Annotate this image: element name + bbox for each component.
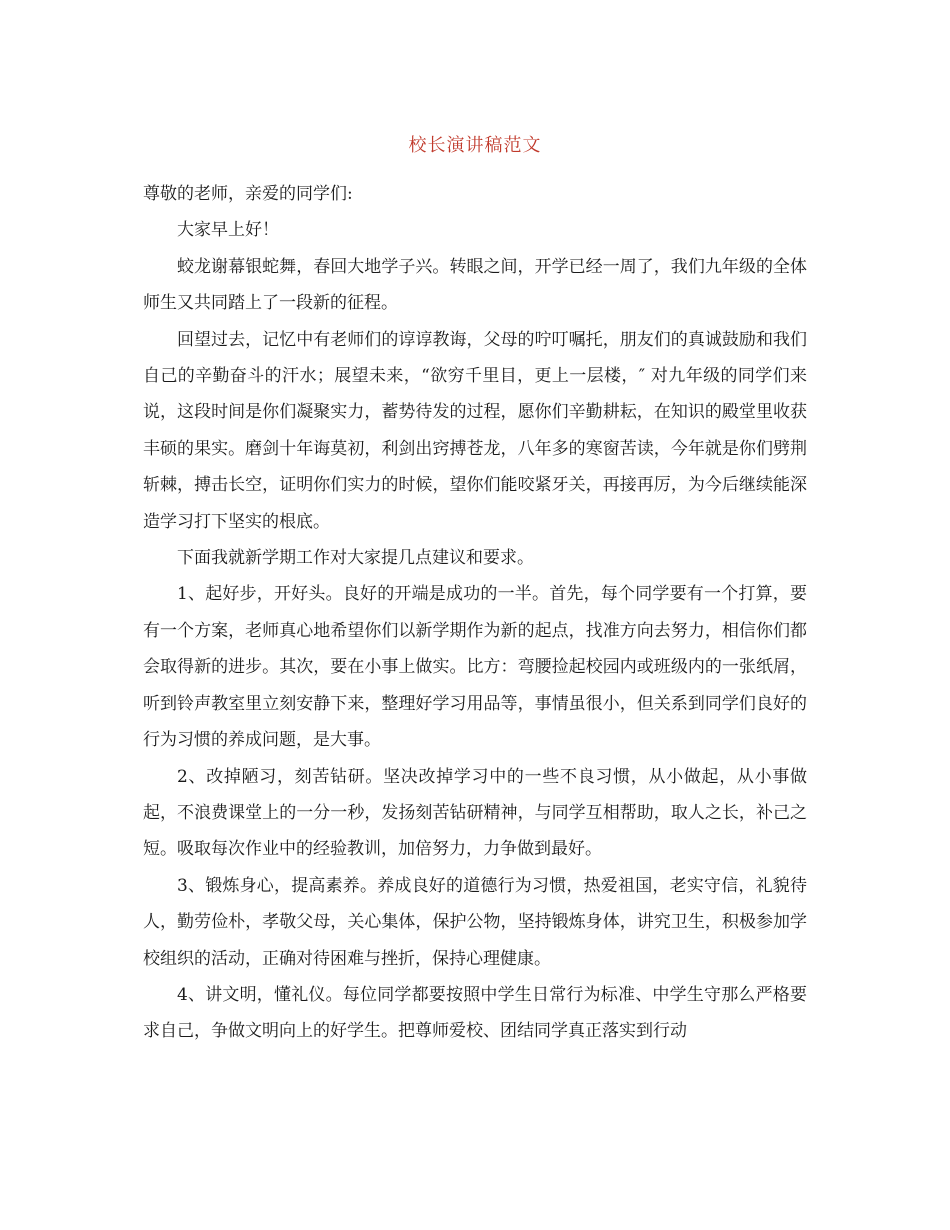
paragraph-point-3: 3、锻炼身心，提高素养。养成良好的道德行为习惯，热爱祖国，老实守信，礼貌待人，勤劳俭朴，孝敬父母，关心集体，保护公物，坚持锻炼身体，讲究卫生，积极参加学校组织的活动，正确对待困难与挫折，保持心理健康。	[143, 875, 807, 969]
paragraph-intro: 下面我就新学期工作对大家提几点建议和要求。	[177, 548, 534, 569]
document-body	[143, 176, 807, 1050]
paragraph-review: 回望过去，记忆中有老师们的谆谆教诲，父母的咛叮嘱托，朋友们的真诚鼓励和我们自己的辛勤奋斗的汗水；展望未来，“欲穷千里目，更上一层楼，″ 对九年级的同学们来说，这段时间是你们凝聚实力，蓄势待发的过程，愿你们辛勤耕耘，在知识的殿堂里收获丰硕的果实。磨剑十年诲莫初，利剑出窍搏苍龙，八年多的寒窗苦读，今年就是你们劈荆斩棘，搏击长空，证明你们实力的时候，望你们能咬紧牙关，再接再厉，为今后继续能深造学习打下坚实的根底。	[143, 329, 807, 532]
paragraph-point-1: 1、起好步，开好头。良好的开端是成功的一半。首先，每个同学要有一个打算，要有一个方案，老师真心地希望你们以新学期作为新的起点，找准方向去努力，相信你们都会取得新的进步。其次，要在小事上做实。比方：弯腰捡起校园内或班级内的一张纸屑，听到铃声教室里立刻安静下来，整理好学习用品等，事情虽很小，但关系到同学们良好的行为习惯的养成问题，是大事。	[143, 584, 807, 751]
paragraph-greeting: 大家早上好！	[177, 220, 279, 241]
paragraph-point-2: 2、改掉陋习，刻苦钻研。坚决改掉学习中的一些不良习惯，从小做起，从小事做起，不浪费课堂上的一分一秒，发扬刻苦钻研精神，与同学互相帮助，取人之长，补己之短。吸取每次作业中的经验教训，加倍努力，力争做到最好。	[143, 766, 807, 860]
paragraph-opening: 蛟龙谢幕银蛇舞，春回大地学子兴。转眼之间，开学已经一周了，我们九年级的全体师生又共同踏上了一段新的征程。	[143, 256, 807, 314]
paragraph-point-4: 4、讲文明，懂礼仪。每位同学都要按照中学生日常行为标准、中学生守那么严格要求自己，争做文明向上的好学生。把尊师爱校、团结同学真正落实到行动	[143, 984, 807, 1042]
salutation: 尊敬的老师，亲爱的同学们:	[143, 184, 353, 204]
document-title: 校长演讲稿范文	[408, 135, 542, 156]
